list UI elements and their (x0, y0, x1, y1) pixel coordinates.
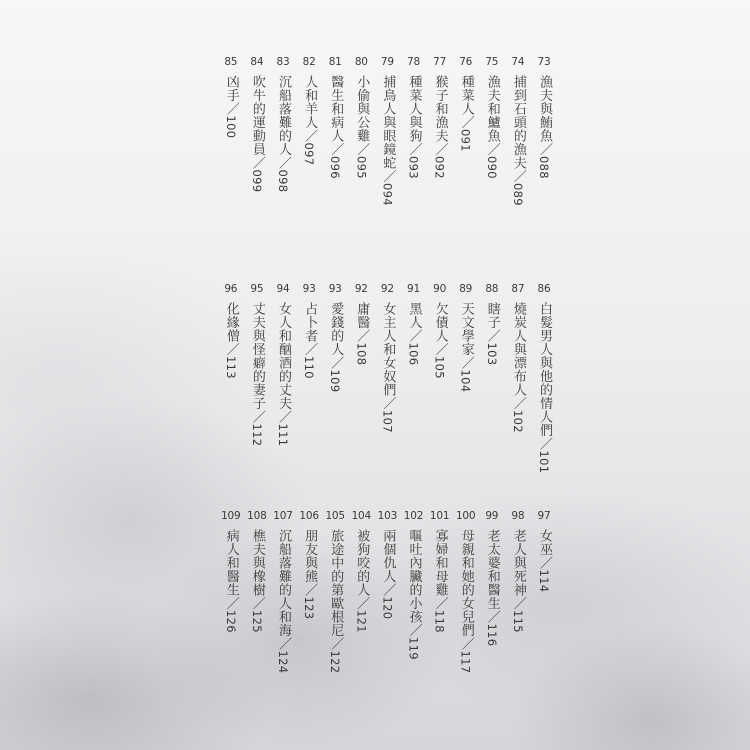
entry-title-text: 黑人 (406, 302, 422, 329)
toc-entry[interactable] (532, 56, 556, 179)
toc-entry[interactable] (245, 510, 269, 633)
entry-separator: ／ (406, 329, 422, 343)
entry-title (379, 302, 395, 433)
entry-number: 81 (328, 56, 342, 68)
entry-separator: ／ (510, 169, 526, 183)
toc-entry[interactable] (271, 510, 295, 673)
entry-title (353, 529, 369, 633)
toc-entry[interactable] (245, 56, 269, 192)
toc-entry[interactable] (375, 510, 399, 619)
entry-page-number: 121 (354, 610, 369, 633)
entry-page-number: 092 (432, 156, 447, 179)
toc-entry[interactable] (506, 283, 530, 433)
entry-page-number: 116 (484, 623, 499, 647)
entry-title (327, 75, 343, 179)
entry-number: 90 (433, 283, 447, 295)
entry-page-number: 090 (484, 156, 499, 179)
entry-number: 106 (299, 510, 319, 522)
entry-page-number: 111 (276, 423, 290, 447)
entry-page-number: 122 (328, 650, 343, 674)
entry-page-number: 091 (458, 129, 473, 152)
toc-entry[interactable] (349, 283, 373, 365)
toc-entry[interactable] (219, 283, 243, 379)
entry-number: 92 (380, 283, 394, 295)
entry-title (301, 75, 317, 165)
entry-separator: ／ (380, 396, 396, 410)
toc-entry[interactable] (402, 56, 426, 179)
entry-separator: ／ (380, 169, 396, 183)
entry-separator: ／ (354, 596, 370, 610)
entry-title-text: 占卜者 (302, 302, 318, 343)
entry-separator: ／ (432, 596, 448, 610)
entry-number: 89 (459, 283, 473, 295)
entry-title-text: 瞎子 (484, 302, 500, 329)
entry-page-number: 101 (537, 450, 551, 474)
entry-separator: ／ (484, 329, 500, 343)
entry-title (301, 302, 317, 379)
entry-number: 91 (407, 283, 420, 295)
entry-title-text: 老太婆和醫生 (484, 529, 500, 610)
entry-title-text: 捕鳥人與眼鏡蛇 (380, 75, 396, 170)
entry-page-number: 126 (223, 610, 238, 633)
entry-number: 75 (485, 56, 499, 68)
entry-title (223, 75, 239, 138)
entry-separator: ／ (537, 142, 552, 156)
entry-number: 109 (221, 510, 241, 522)
entry-title-text: 白髮男人與他的情人們 (537, 302, 552, 437)
entry-number: 73 (537, 56, 551, 68)
entry-title (510, 529, 526, 633)
entry-separator: ／ (249, 596, 265, 610)
entry-title (484, 529, 500, 646)
entry-title (379, 529, 395, 619)
entry-title-text: 庸醫 (354, 302, 370, 329)
entry-title (353, 75, 369, 179)
entry-title (484, 302, 500, 365)
entry-title (432, 75, 448, 179)
entry-title-text: 漁夫和鱸魚 (484, 75, 500, 143)
entry-number: 104 (351, 510, 372, 522)
entry-title-text: 朋友與熊 (302, 529, 318, 583)
entry-page-number: 114 (537, 569, 551, 593)
entry-number: 102 (403, 510, 424, 522)
entry-number: 108 (247, 510, 267, 522)
entry-title (458, 75, 474, 152)
entry-title-text: 愛錢的人 (328, 302, 344, 356)
entry-title-text: 漁夫與鮪魚 (537, 75, 552, 143)
entry-page-number: 119 (406, 637, 421, 660)
entry-title-text: 小偷與公雞 (354, 75, 370, 143)
entry-page-number: 097 (302, 142, 317, 166)
entry-title (327, 529, 343, 673)
toc-entry[interactable] (428, 283, 452, 379)
toc-entry[interactable] (532, 510, 556, 592)
entry-number: 93 (328, 283, 342, 295)
toc-entry[interactable] (219, 510, 243, 633)
entry-title (432, 529, 448, 633)
toc-entry[interactable] (454, 510, 478, 673)
entry-title-text: 嘔吐內臟的小孩 (406, 529, 422, 624)
entry-page-number: 106 (406, 342, 421, 366)
toc-entry[interactable] (271, 283, 295, 446)
entry-separator: ／ (432, 142, 448, 156)
entry-title-text: 猴子和漁夫 (432, 75, 448, 143)
entry-number: 74 (511, 56, 525, 68)
entry-separator: ／ (223, 342, 239, 356)
entry-number: 96 (224, 283, 238, 295)
toc-entry[interactable] (271, 56, 295, 192)
entry-title-text: 病人和醫生 (223, 529, 239, 597)
entry-title-text: 樵夫與橡樹 (249, 529, 265, 597)
entry-title-text: 欠債人 (432, 302, 448, 343)
entry-page-number: 108 (354, 342, 369, 366)
entry-title-text: 吹牛的運動員 (249, 75, 265, 156)
entry-number: 105 (325, 510, 345, 522)
toc-entry[interactable] (480, 510, 504, 646)
entry-title (484, 75, 500, 179)
toc-entry[interactable] (506, 56, 530, 206)
entry-separator: ／ (328, 356, 344, 370)
toc-entry[interactable] (402, 283, 426, 365)
entry-page-number: 088 (537, 156, 551, 179)
entry-separator: ／ (302, 583, 318, 597)
entry-page-number: 115 (510, 610, 525, 633)
entry-number: 101 (429, 510, 450, 522)
toc-entry[interactable] (454, 283, 478, 392)
entry-title-text: 女巫 (537, 529, 552, 556)
entry-number: 107 (273, 510, 293, 522)
entry-separator: ／ (276, 410, 291, 424)
entry-title-text: 兩個仇人 (380, 529, 396, 583)
entry-title (249, 75, 265, 192)
entry-page-number: 117 (458, 650, 473, 674)
toc-entry[interactable] (375, 283, 399, 433)
toc-entry[interactable] (480, 56, 504, 179)
entry-separator: ／ (249, 410, 265, 424)
entry-number: 85 (224, 56, 238, 68)
entry-title-text: 種菜人與狗 (406, 75, 422, 143)
entry-title-text: 沉船落難的人 (276, 75, 291, 156)
entry-number: 103 (377, 510, 398, 522)
entry-page-number: 112 (249, 423, 264, 447)
entry-separator: ／ (354, 329, 370, 343)
entry-title (406, 75, 422, 179)
entry-title-text: 化緣僧 (223, 302, 239, 343)
entry-number: 87 (511, 283, 525, 295)
toc-entry[interactable] (219, 56, 243, 138)
entry-number: 94 (276, 283, 290, 295)
entry-page-number: 124 (276, 650, 290, 674)
toc-entry[interactable] (323, 56, 347, 179)
entry-title-text: 旅途中的第歐根尼 (328, 529, 344, 637)
entry-separator: ／ (223, 102, 239, 116)
entry-title-text: 被狗咬的人 (354, 529, 370, 597)
entry-page-number: 094 (380, 183, 395, 206)
entry-title (249, 302, 265, 446)
entry-separator: ／ (406, 142, 422, 156)
entry-number: 99 (485, 510, 499, 522)
entry-separator: ／ (458, 637, 474, 651)
entry-title-text: 人和羊人 (302, 75, 318, 129)
entry-number: 76 (459, 56, 473, 68)
entry-separator: ／ (249, 156, 265, 170)
entry-page-number: 105 (432, 356, 447, 379)
entry-title (536, 302, 552, 473)
entry-title (536, 75, 552, 179)
entry-separator: ／ (537, 556, 552, 570)
entry-page-number: 113 (223, 356, 238, 379)
toc-entry[interactable] (402, 510, 426, 660)
entry-number: 98 (511, 510, 525, 522)
entry-number: 95 (250, 283, 264, 295)
entry-title-text: 沉船落難的人和海 (276, 529, 291, 637)
entry-page-number: 100 (223, 115, 238, 139)
entry-title-text: 醫生和病人 (328, 75, 344, 143)
entry-title (223, 529, 239, 633)
entry-page-number: 104 (458, 369, 473, 393)
entry-page-number: 093 (406, 156, 421, 179)
toc-entry[interactable] (532, 283, 556, 473)
entry-page-number: 120 (380, 596, 395, 620)
entry-separator: ／ (458, 356, 474, 370)
toc-entry[interactable] (428, 510, 452, 633)
entry-title (249, 529, 265, 633)
entry-title (275, 302, 291, 446)
entry-number: 86 (537, 283, 551, 295)
entry-number: 78 (407, 56, 420, 68)
entry-separator: ／ (510, 596, 526, 610)
entry-page-number: 107 (380, 410, 395, 433)
entry-title (379, 75, 395, 206)
entry-number: 77 (433, 56, 447, 68)
entry-number: 92 (354, 283, 368, 295)
toc-entry[interactable] (454, 56, 478, 152)
entry-separator: ／ (432, 342, 448, 356)
entry-title (458, 302, 474, 392)
toc-entry[interactable] (297, 283, 321, 379)
entry-number: 97 (537, 510, 551, 522)
entry-separator: ／ (510, 396, 526, 410)
entry-number: 93 (302, 283, 316, 295)
entry-title-text: 寡婦和母雞 (432, 529, 448, 597)
entry-separator: ／ (302, 129, 318, 143)
entry-separator: ／ (380, 583, 396, 597)
entry-title (406, 302, 422, 365)
entry-page-number: 109 (328, 369, 343, 393)
entry-separator: ／ (328, 142, 344, 156)
toc-entry[interactable] (297, 56, 321, 165)
entry-separator: ／ (484, 610, 500, 624)
entry-title (510, 75, 526, 206)
entry-page-number: 103 (484, 342, 499, 366)
toc-entry[interactable] (349, 510, 373, 633)
entry-title-text: 天文學家 (458, 302, 474, 356)
entry-title (458, 529, 474, 673)
entry-title (406, 529, 422, 660)
entry-title (536, 529, 552, 592)
toc-entry[interactable] (480, 283, 504, 365)
toc-entry[interactable] (375, 56, 399, 206)
entry-page-number: 118 (432, 610, 447, 633)
entry-number: 80 (354, 56, 368, 68)
toc-entry[interactable] (323, 283, 347, 392)
entry-page-number: 095 (354, 156, 369, 179)
entry-separator: ／ (276, 637, 291, 651)
entry-title-text: 燒炭人與漂布人 (510, 302, 526, 397)
entry-title-text: 種菜人 (458, 75, 474, 116)
toc-entry[interactable] (349, 56, 373, 179)
entry-separator: ／ (458, 115, 474, 129)
entry-page-number: 110 (302, 356, 317, 379)
entry-title-text: 母親和她的女兒們 (458, 529, 474, 637)
entry-title (327, 302, 343, 392)
entry-separator: ／ (406, 623, 422, 637)
entry-title-text: 女主人和女奴們 (380, 302, 396, 397)
entry-title-text: 女人和酗酒的丈夫 (276, 302, 291, 410)
entry-number: 88 (485, 283, 499, 295)
toc-entry[interactable] (323, 510, 347, 673)
entry-number: 83 (276, 56, 290, 68)
entry-title (301, 529, 317, 619)
entry-title (223, 302, 239, 379)
entry-number: 84 (250, 56, 264, 68)
entry-separator: ／ (276, 156, 291, 170)
entry-title-text: 老人與死神 (510, 529, 526, 597)
entry-title (353, 302, 369, 365)
entry-title-text: 凶手 (223, 75, 239, 102)
entry-title-text: 捕到石頭的漁夫 (510, 75, 526, 170)
toc-entry[interactable] (428, 56, 452, 179)
entry-separator: ／ (484, 142, 500, 156)
entry-title (275, 529, 291, 673)
entry-number: 79 (380, 56, 394, 68)
toc-entry[interactable] (245, 283, 269, 446)
entry-separator: ／ (302, 342, 318, 356)
entry-title (275, 75, 291, 192)
entry-separator: ／ (354, 142, 370, 156)
entry-separator: ／ (537, 437, 552, 451)
toc-entry[interactable] (297, 510, 321, 619)
entry-page-number: 123 (302, 596, 317, 620)
entry-number: 100 (455, 510, 476, 522)
entry-page-number: 125 (249, 610, 264, 633)
entry-title-text: 丈夫與怪癖的妻子 (249, 302, 265, 410)
entry-page-number: 102 (510, 410, 525, 433)
entry-title (510, 302, 526, 433)
entry-page-number: 098 (276, 169, 290, 193)
entry-separator: ／ (328, 637, 344, 651)
entry-number: 82 (302, 56, 316, 68)
entry-page-number: 096 (328, 156, 343, 179)
entry-separator: ／ (223, 596, 239, 610)
entry-page-number: 089 (510, 183, 525, 206)
entry-page-number: 099 (249, 169, 264, 193)
entry-title (432, 302, 448, 379)
toc-entry[interactable] (506, 510, 530, 633)
